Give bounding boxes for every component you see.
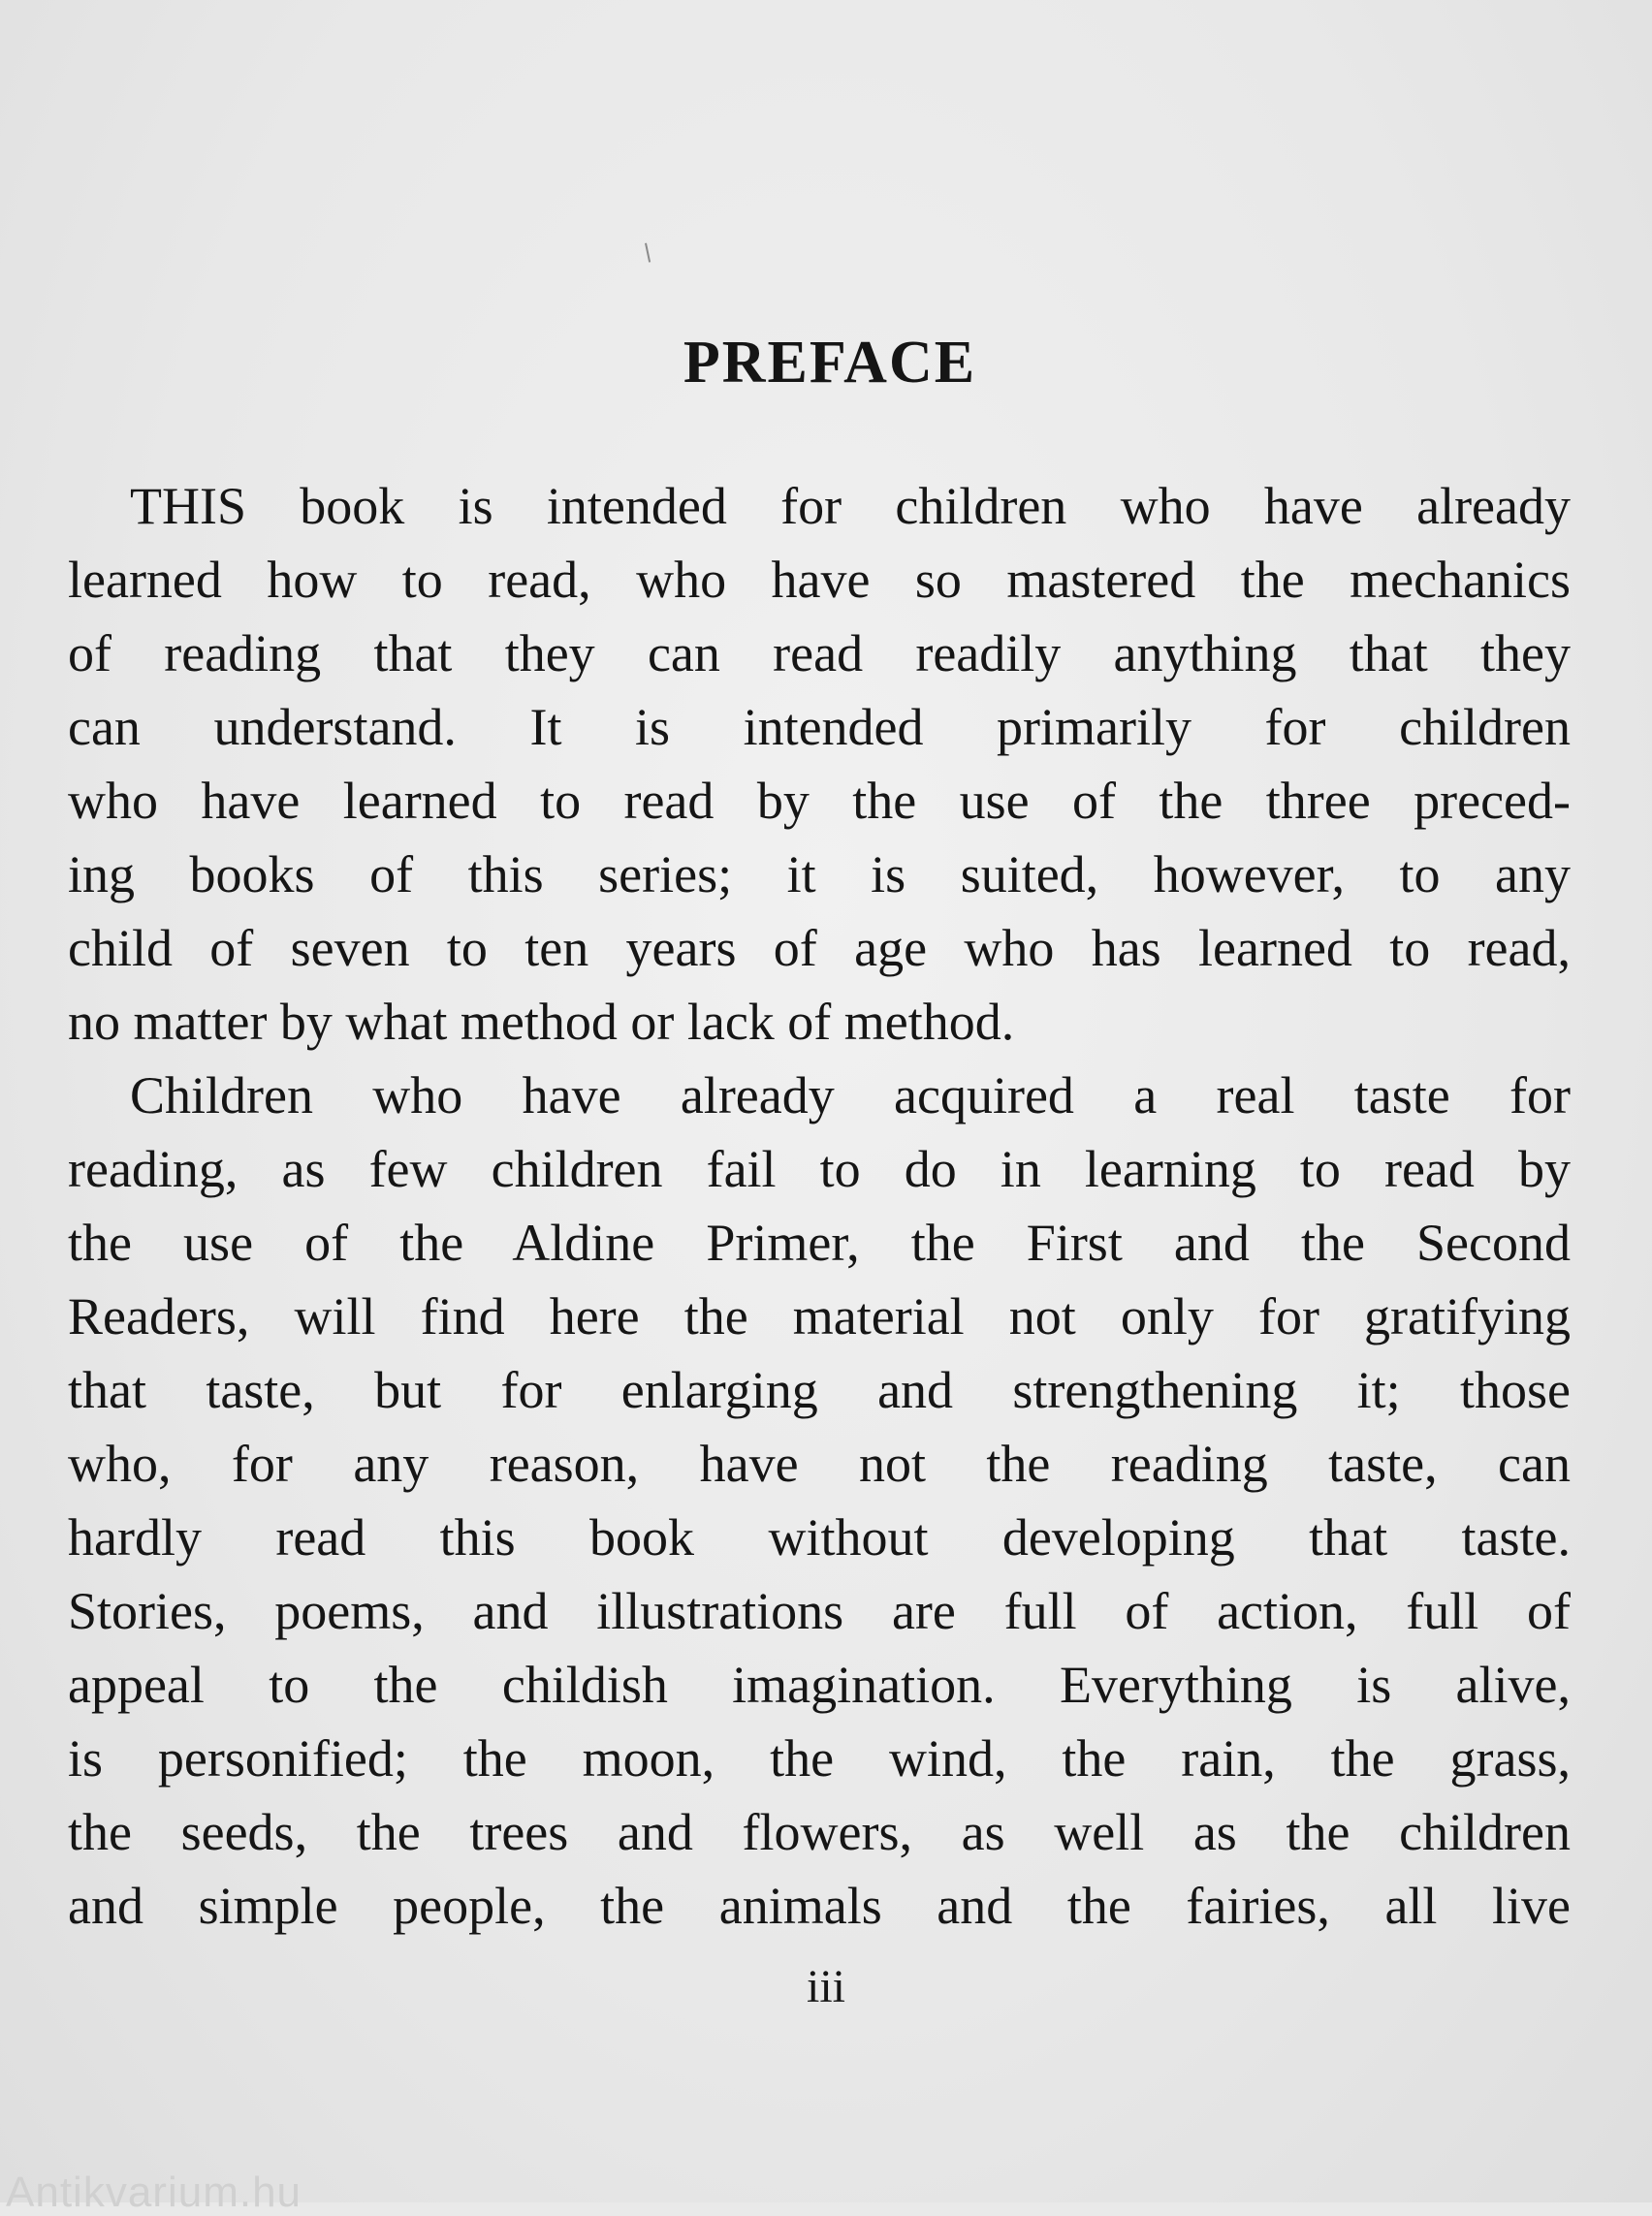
- text-line: who, for any reason, have not the reading taste, can: [68, 1435, 1571, 1493]
- preface-body: [68, 469, 1571, 1943]
- text-line: ing books of this series; it is suited, however, to any: [68, 845, 1571, 903]
- text-line: no matter by what method or lack of method.: [68, 993, 1015, 1051]
- text-line: can understand. It is intended primarily for children: [68, 698, 1571, 756]
- text-line: who have learned to read by the use of the three preced-: [68, 772, 1571, 830]
- text-line: reading, as few children fail to do in learning to read by: [68, 1140, 1571, 1198]
- text-line: appeal to the childish imagination. Everything is alive,: [68, 1656, 1571, 1714]
- text-line: hardly read this book without developing that taste.: [68, 1508, 1571, 1567]
- text-line: child of seven to ten years of age who has learned to read,: [68, 919, 1571, 977]
- text-line: that taste, but for enlarging and strengthening it; those: [68, 1361, 1571, 1419]
- text-line: is personified; the moon, the wind, the rain, the grass,: [68, 1729, 1571, 1788]
- text-line: THIS book is intended for children who have already: [130, 477, 1571, 535]
- text-line: Children who have already acquired a real taste for: [130, 1066, 1571, 1124]
- text-line: the seeds, the trees and flowers, as well as the children: [68, 1803, 1571, 1861]
- text-line: learned how to read, who have so mastered the mechanics: [68, 551, 1571, 609]
- text-line: the use of the Aldine Primer, the First and the Second: [68, 1214, 1571, 1272]
- page-title: PREFACE: [683, 330, 977, 396]
- text-line: and simple people, the animals and the fairies, all live: [68, 1877, 1571, 1935]
- text-line: Stories, poems, and illustrations are full of action, full of: [68, 1582, 1571, 1640]
- text-line: Readers, will find here the material not only for gratifying: [68, 1287, 1571, 1345]
- page-number: iii: [806, 1961, 845, 2012]
- paper-speck: [645, 241, 656, 262]
- text-line: of reading that they can read readily anything that they: [68, 624, 1571, 682]
- watermark: Antikvarium.hu: [6, 2169, 302, 2216]
